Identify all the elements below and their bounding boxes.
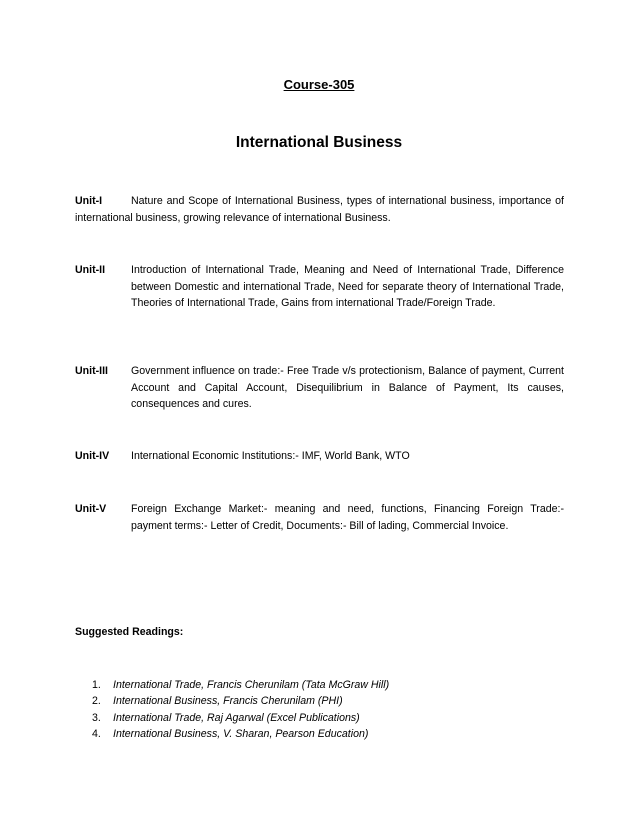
unit-2 xyxy=(75,262,564,312)
reading-number: 3. xyxy=(92,711,101,724)
unit-label: Unit-I xyxy=(75,195,103,207)
unit-4 xyxy=(75,448,564,465)
unit-label: Unit-V xyxy=(75,503,107,515)
unit-1 xyxy=(75,193,564,226)
page-title: International Business xyxy=(235,134,403,151)
reading-item xyxy=(92,710,389,726)
unit-5 xyxy=(75,501,564,534)
reading-item xyxy=(92,693,389,709)
suggested-readings-list xyxy=(92,677,389,743)
unit-description: International Economic Institutions:- IMF, World Bank, WTO xyxy=(131,450,410,462)
unit-description: Introduction of International Trade, Meaning and Need of International Trade, Difference between Domestic and international Trade, Need for separate theory of International Trade, Theories of International Trade, Gains from international Trade/Foreign Trade. xyxy=(131,264,564,309)
reading-item xyxy=(92,726,389,742)
reading-title: International Trade, Francis Cherunilam (Tata McGraw Hill) xyxy=(113,679,390,691)
unit-3 xyxy=(75,363,564,413)
suggested-readings-heading: Suggested Readings: xyxy=(75,626,184,638)
reading-number: 2. xyxy=(92,695,101,708)
unit-label: Unit-III xyxy=(75,365,108,377)
course-code: Course-305 xyxy=(283,77,355,92)
unit-label: Unit-IV xyxy=(75,450,110,462)
reading-title: International Business, Francis Cherunilam (PHI) xyxy=(113,695,343,708)
unit-description: Nature and Scope of International Business, types of international business, importance of international business, growing relevance of international Business. xyxy=(75,195,564,224)
reading-title: International Business, V. Sharan, Pearson Education) xyxy=(113,728,369,741)
reading-number: 4. xyxy=(92,728,101,741)
unit-description: Government influence on trade:- Free Trade v/s protectionism, Balance of payment, Current Account and Capital Account, Disequilibrium in Balance of Payment, Its causes, consequences and cures. xyxy=(131,365,564,410)
unit-description: Foreign Exchange Market:- meaning and need, functions, Financing Foreign Trade:- payment terms:- Letter of Credit, Documents:- Bill of lading, Commercial Invoice. xyxy=(131,503,564,532)
reading-item xyxy=(92,677,389,693)
unit-label: Unit-II xyxy=(75,264,106,276)
reading-number: 1. xyxy=(92,679,101,691)
reading-title: International Trade, Raj Agarwal (Excel Publications) xyxy=(113,711,360,724)
